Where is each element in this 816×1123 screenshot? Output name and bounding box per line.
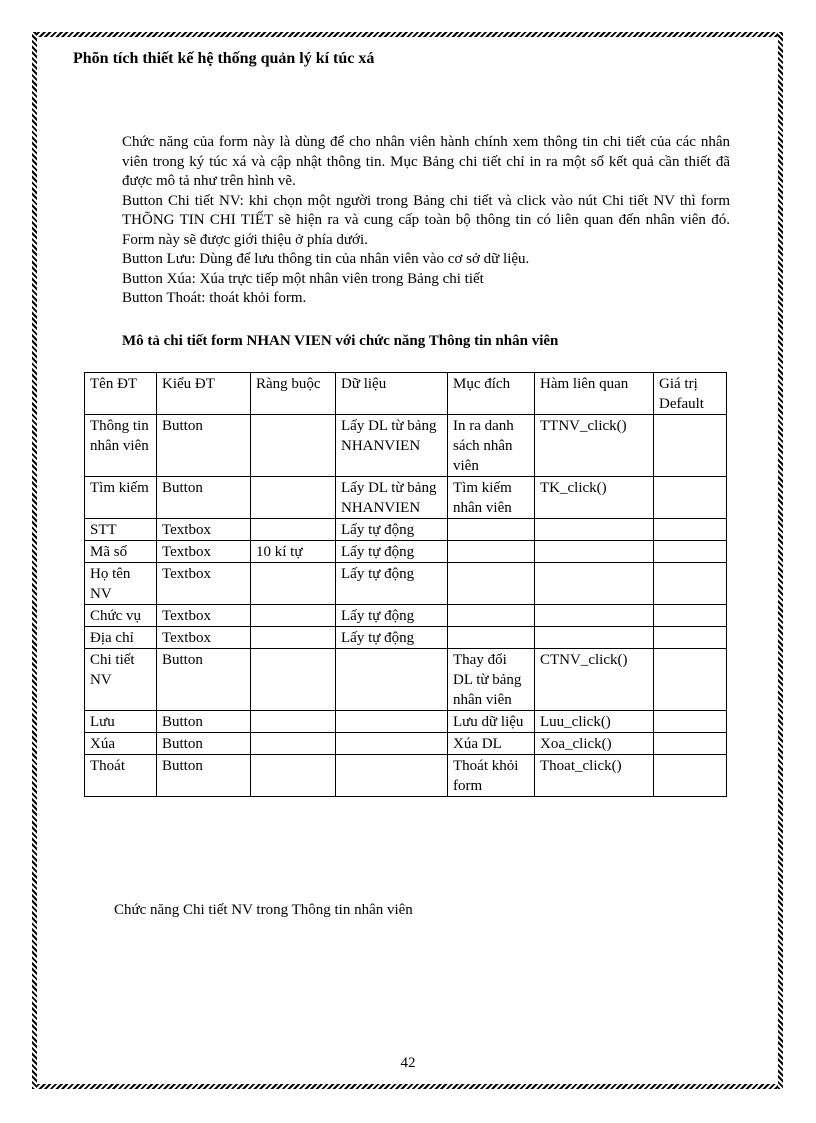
border-top: [32, 32, 783, 37]
table-row: [85, 477, 727, 519]
table-cell: Xúa: [85, 733, 157, 755]
table-cell: Thoát: [85, 755, 157, 797]
table-cell: Button: [157, 649, 251, 711]
table-cell: [251, 477, 336, 519]
table-cell: [654, 605, 727, 627]
intro-paragraph: Chức năng của form này là dùng để cho nhân viên hành chính xem thông tin chi tiết của các nhân viên trong ký túc xá và cập nhật thông tin. Mục Bảng chi tiết chỉ in ra một số kết quả cần thiết đã được mô tả như trên hình vẽ.: [122, 134, 730, 189]
table-cell: Textbox: [157, 627, 251, 649]
table-cell: 10 kí tự: [251, 541, 336, 563]
table-cell: Lấy tự động: [336, 563, 448, 605]
table-cell: [336, 711, 448, 733]
table-row: [85, 755, 727, 797]
page-number: 42: [400, 1055, 416, 1071]
table-row: [85, 711, 727, 733]
table-cell: Xoa_click(): [535, 733, 654, 755]
table-cell: [336, 649, 448, 711]
table-cell: [251, 415, 336, 477]
table-cell: STT: [85, 519, 157, 541]
table-cell: Luu_click(): [535, 711, 654, 733]
table-cell: Thay đổi DL từ bảng nhân viên: [448, 649, 535, 711]
table-cell: [654, 541, 727, 563]
table-cell: [336, 755, 448, 797]
table-cell: [251, 649, 336, 711]
border-left: [32, 32, 37, 1089]
table-cell: Xúa DL: [448, 733, 535, 755]
table-cell: Button: [157, 477, 251, 519]
table-cell: Mã số: [85, 541, 157, 563]
intro-paragraph: Button Lưu: Dùng để lưu thông tin của nhân viên vào cơ sở dữ liệu.: [122, 251, 530, 267]
table-cell: [654, 415, 727, 477]
table-header-cell: Dữ liệu: [336, 373, 448, 415]
table-row: [85, 563, 727, 605]
table-cell: [336, 733, 448, 755]
table-cell: Địa chỉ: [85, 627, 157, 649]
table-cell: [251, 605, 336, 627]
table-cell: TTNV_click(): [535, 415, 654, 477]
table-cell: [654, 627, 727, 649]
table-cell: Lấy tự động: [336, 519, 448, 541]
table-cell: Thông tin nhân viên: [85, 415, 157, 477]
section-title: Mô tả chi tiết form NHAN VIEN với chức năng Thông tin nhân viên: [122, 333, 559, 349]
table-cell: Thoat_click(): [535, 755, 654, 797]
table-cell: Textbox: [157, 519, 251, 541]
table-cell: Button: [157, 755, 251, 797]
table-cell: Chức vụ: [85, 605, 157, 627]
table-cell: [535, 541, 654, 563]
table-header-cell: Giá trị Default: [654, 373, 727, 415]
table-cell: Lưu dữ liệu: [448, 711, 535, 733]
table-row: [85, 415, 727, 477]
table-cell: Chi tiết NV: [85, 649, 157, 711]
table-cell: [251, 711, 336, 733]
table-cell: Lấy tự động: [336, 627, 448, 649]
table-cell: Lấy tự động: [336, 605, 448, 627]
table-cell: Button: [157, 733, 251, 755]
table-cell: [654, 519, 727, 541]
table-cell: [535, 563, 654, 605]
table-cell: [448, 627, 535, 649]
table-cell: [654, 477, 727, 519]
table-row: [85, 605, 727, 627]
figure-caption: Chức năng Chi tiết NV trong Thông tin nhân viên: [114, 902, 413, 918]
table-cell: Lưu: [85, 711, 157, 733]
table-header-cell: Hàm liên quan: [535, 373, 654, 415]
table-header-cell: Tên ĐT: [85, 373, 157, 415]
table-cell: Textbox: [157, 541, 251, 563]
table-cell: TK_click(): [535, 477, 654, 519]
table-cell: [654, 733, 727, 755]
table-cell: [448, 563, 535, 605]
table-cell: Lấy tự động: [336, 541, 448, 563]
table-cell: [535, 627, 654, 649]
table-cell: Thoát khỏi form: [448, 755, 535, 797]
spec-table: [84, 372, 727, 797]
table-header-cell: Mục đích: [448, 373, 535, 415]
table-row: [85, 627, 727, 649]
table-cell: [448, 605, 535, 627]
table-row: [85, 541, 727, 563]
table-cell: [448, 541, 535, 563]
table-cell: Họ tên NV: [85, 563, 157, 605]
table-header-cell: Ràng buộc: [251, 373, 336, 415]
table-header-row: [85, 373, 727, 415]
table-cell: Tìm kiếm nhân viên: [448, 477, 535, 519]
table-cell: [654, 711, 727, 733]
table-cell: Textbox: [157, 605, 251, 627]
table-row: [85, 733, 727, 755]
intro-paragraph: Button Chi tiết NV: khi chọn một người trong Bảng chi tiết và click vào nút Chi tiết NV thì form THÕNG TIN CHI TIẾT sẽ hiện ra và cung cấp toàn bộ thông tin có liên quan đến nhân viên đó. Form này sẽ được giới thiệu ở phía dưới.: [122, 192, 730, 248]
table-cell: [251, 563, 336, 605]
table-cell: [448, 519, 535, 541]
table-cell: Tìm kiếm: [85, 477, 157, 519]
table-cell: [654, 649, 727, 711]
table-cell: [251, 627, 336, 649]
table-cell: Lấy DL từ bảng NHANVIEN: [336, 415, 448, 477]
intro-paragraph: Button Xúa: Xúa trực tiếp một nhân viên trong Bảng chi tiết: [122, 270, 484, 287]
table-cell: [654, 563, 727, 605]
table-cell: [251, 519, 336, 541]
table-cell: Lấy DL từ bảng NHANVIEN: [336, 477, 448, 519]
table-cell: CTNV_click(): [535, 649, 654, 711]
table-row: [85, 649, 727, 711]
intro-text: [122, 133, 730, 309]
table-cell: [535, 605, 654, 627]
border-right: [778, 32, 783, 1089]
table-row: [85, 519, 727, 541]
table-cell: Button: [157, 711, 251, 733]
page-header-title: Phõn tích thiết kế hệ thống quản lý kí túc xá: [73, 50, 375, 67]
table-header-cell: Kiểu ĐT: [157, 373, 251, 415]
intro-paragraph: Button Thoát: thoát khỏi form.: [122, 290, 307, 306]
table-cell: [654, 755, 727, 797]
border-bottom: [32, 1084, 783, 1089]
table-cell: [535, 519, 654, 541]
table-cell: [251, 755, 336, 797]
table-cell: In ra danh sách nhân viên: [448, 415, 535, 477]
table-cell: Button: [157, 415, 251, 477]
table-cell: [251, 733, 336, 755]
table-cell: Textbox: [157, 563, 251, 605]
